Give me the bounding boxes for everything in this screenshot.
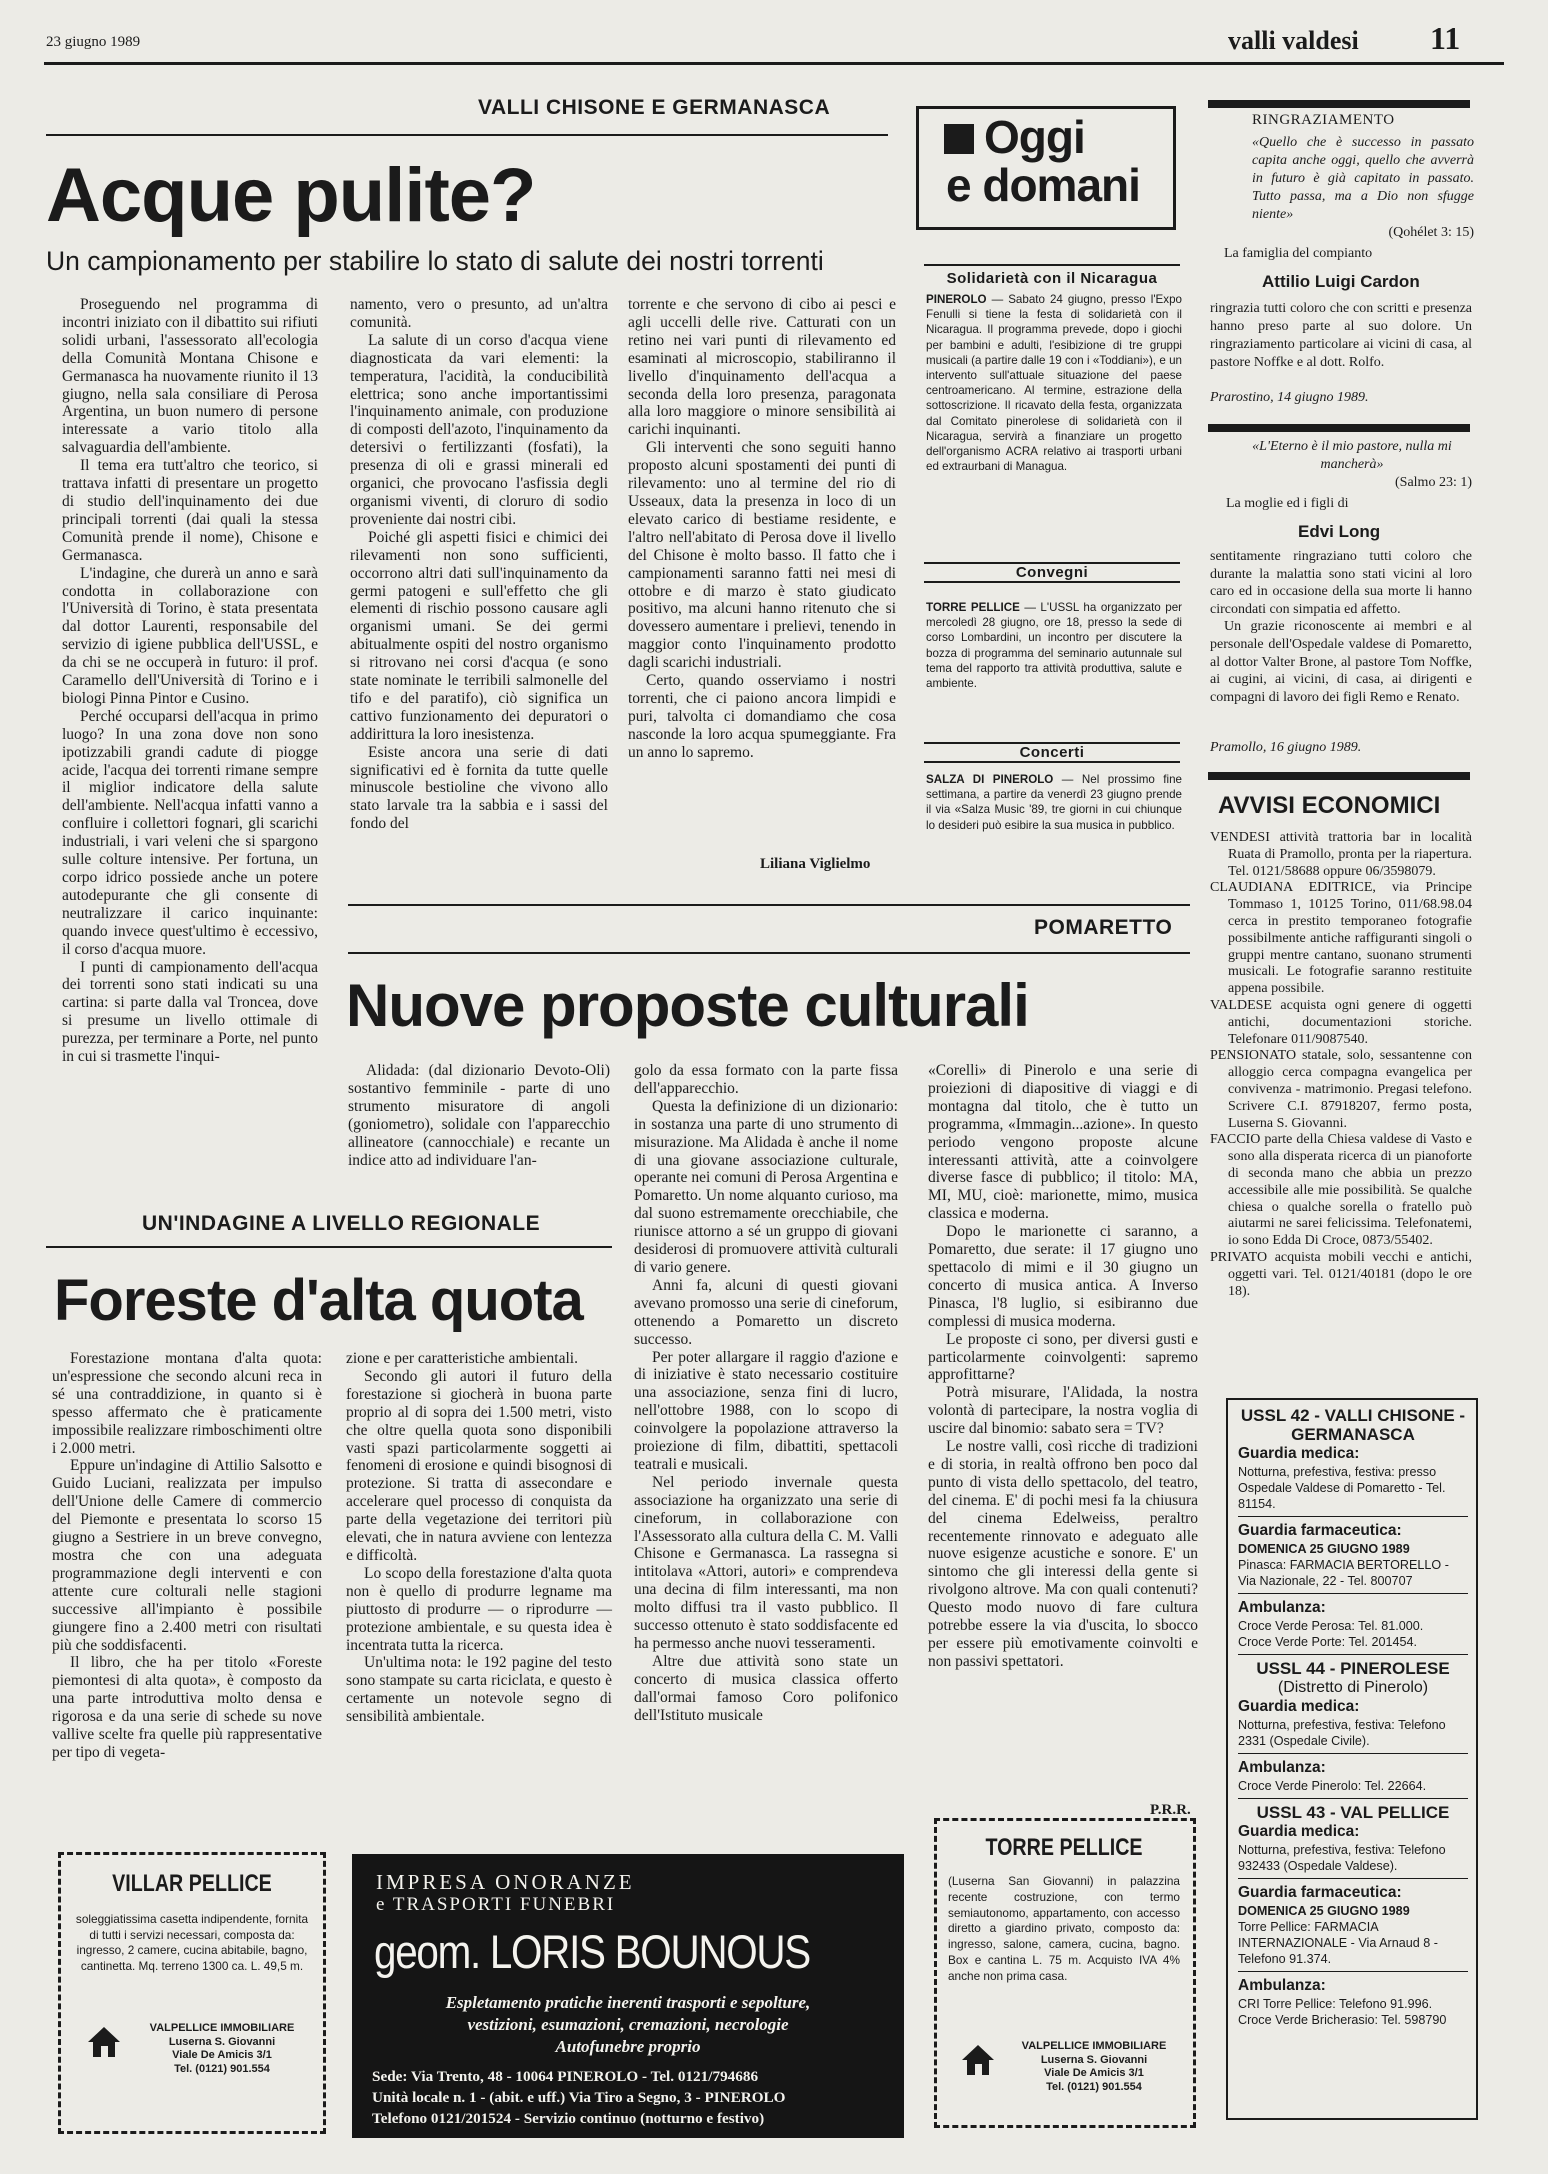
ussl43-ambulanza-2: Croce Verde Bricherasio: Tel. 598790: [1238, 2013, 1447, 2027]
article2-column-2: [634, 1062, 898, 1832]
paragraph: zione e per caratteristiche ambientali.: [346, 1350, 578, 1367]
paragraph: torrente e che servono di cibo ai pesci e agli uccelli delle rive. Catturati con un retino nei vari punti di rilevamento ed esaminati al microscopio, stabiliranno il livello d'inquinamento dell'acqua a seconda della loro presenza, paragonata alla loro maggiore o minore sensibilità ai carichi inquinanti.: [628, 296, 896, 439]
divider: [1238, 1798, 1468, 1799]
ringraziamento-place-date: Pramollo, 16 giugno 1989.: [1210, 740, 1362, 755]
avvisi-list: [1210, 830, 1472, 1370]
house-icon: [958, 2040, 998, 2080]
ringraziamento-text-2: Un grazie riconoscente ai membri e al personale dell'Ospedale valdese di Pomaretto, al dottor Valter Brone, al pastore Tom Noffke, ai cugini, ai vicini, di casa, ai dirigenti e compagni di lavoro dei figli Remo e Renato.: [1210, 619, 1472, 705]
divider: [1238, 1516, 1468, 1517]
ringraziamento-place-date: Prarostino, 14 giugno 1989.: [1210, 390, 1369, 405]
ussl44-ambulanza-title: Ambulanza:: [1238, 1759, 1326, 1776]
paragraph: Certo, quando osserviamo i nostri torrenti, che ci paiono ancora limpidi e puri, talvolta ci domandiamo che cosa nasconde la loro acqua spumeggiante. Fra un anno lo sapremo.: [628, 672, 896, 761]
ringraziamento-name: Attilio Luigi Cardon: [1262, 272, 1420, 291]
article1-kicker: VALLI CHISONE E GERMANASCA: [478, 96, 831, 119]
loris-ad-line2: e TRASPORTI FUNEBRI: [376, 1894, 616, 1915]
ussl43-ambulanza-title: Ambulanza:: [1238, 1977, 1326, 1994]
paragraph: Forestazione montana d'alta quota: un'espressione che secondo alcuni reca in sé una contraddizione, in quanto si è spesso affermato che è praticamente impossibile realizzare rimboschimenti oltre i 2.000 metri.: [52, 1350, 322, 1457]
ringraziamento-intro: La famiglia del compianto: [1224, 246, 1373, 261]
masthead-rule: [44, 62, 1504, 65]
agency-phone: Tel. (0121) 901.554: [174, 2062, 270, 2075]
quote-text: «L'Eterno è il mio pastore, nulla mi mancherà»: [1252, 439, 1452, 472]
villar-ad-text: soleggiatissima casetta indipendente, fornita di tutti i servizi necessari, composta da: ingresso, 2 camere, cucina abitabile, bagno, cantinetta. Mq. terreno 1300 ca. L. 49,5 m.: [75, 1912, 309, 1973]
paragraph: Perché occuparsi dell'acqua in primo luogo? In una zona dove non sono ipotizzabili grandi cadute di piogge acide, l'acqua dei torrenti rimane sempre il miglior indicatore della salute dell'ambiente. Nell'acqua infatti vanno a confluire i collettori fognari, gli scarichi industriali, i vari veleni che si spargono sulle colture intensive. Per fortuna, un corpo idrico possiede anche un potere autodepurante che gli consente di neutralizzare il carico inquinante: quando invece quest'ultimo è eccessivo, il corso d'acqua muore.: [62, 707, 318, 958]
torre-ad-agency: [1000, 2040, 1188, 2094]
paragraph: Poiché gli aspetti fisici e chimici dei rilevamenti non sono sufficienti, occorrono altri dati sull'inquinamento da germi patogeni e sull'effetto che gli elementi di rischio possono causare agli organismi umani. Se dei germi abitualmente ospiti del nostro organismo si ritrovano nei corsi d'acqua (e sono state nominate le terribili salmonelle del tifo e del paratifo), ciò significa un cattivo funzionamento dei depuratori o addirittura la loro inesistenza.: [350, 528, 608, 743]
paragraph: La salute di un corso d'acqua viene diagnosticata da vari elementi: la temperatura, l'acidità, la conducibilità elettrica; sono anche importantissimi l'inquinamento animale, con produzione di composti dell'azoto, l'inquinamento da detersivi o fertilizzanti (fosfati), la presenza di oli e grassi minerali ed organici, che provocano l'asfissia degli organismi viventi, di cloruro di sodio proveniente dai nostri cibi.: [350, 331, 608, 528]
paragraph: Lo scopo della forestazione d'alta quota non è quello di produrre legname ma piuttosto di produrre — o riprodurre — protezione ambientale, e su questa idea è incentrata tutta la ricerca.: [346, 1564, 612, 1654]
ussl43-farmacia-title: Guardia farmaceutica:: [1238, 1884, 1402, 1901]
agency-address-2: Viale De Amicis 3/1: [172, 2049, 272, 2061]
avvisi-rule: [1208, 772, 1470, 780]
paragraph: Dopo le marionette ci saranno, a Pomaretto, due serate: il 17 giugno uno spettacolo di mimi e il 30 giugno un concerto di musica antica. A Inverso Pinasca, l'8 luglio, si esibiranno due complessi di musica moderna.: [928, 1223, 1198, 1330]
article2-top-rule: [348, 904, 1190, 906]
quote-text: «Quello che è successo in passato capita anche oggi, quello che avverrà in futuro è già capitato in passato. Tutto passa, ma a Dio non sfugge niente»: [1252, 135, 1474, 222]
house-icon: [84, 2022, 124, 2062]
ussl43-ambulanza-1: CRI Torre Pellice: Telefono 91.996.: [1238, 1997, 1433, 2011]
ussl43-farmacia-date: DOMENICA 25 GIUGNO 1989: [1238, 1904, 1410, 1918]
ussl43-guardia-medica-title: Guardia medica:: [1238, 1823, 1360, 1840]
villar-ad-title: VILLAR PELLICE: [112, 1870, 272, 1897]
article2-kicker: POMARETTO: [1034, 916, 1173, 939]
ussl44-guardia-medica-text: Notturna, prefestiva, festiva: Telefono 2331 (Ospedale Civile).: [1238, 1718, 1446, 1748]
paragraph: Anni fa, alcuni di questi giovani avevano promosso una serie di cineforum, ottenendo a Pomaretto un discreto successo.: [634, 1276, 898, 1348]
agency-phone: Tel. (0121) 901.554: [1046, 2080, 1142, 2093]
paragraph: Le nostre valli, così ricche di tradizioni e di storia, in realtà offrono ben poco dal punto di vista dello spettacolo, del teatro, del cinema. E' di pochi mesi fa la chiusura del cinema Edelweiss, peraltro recentemente rinnovato e adeguato alle nuove esigenze acustiche e sonore. E' un sintomo che gli interessi della gente si rivolgono altrove. Ma con quali contenuti? Questo modo nuovo di fare cultura potrebbe essere la via d'uscita, lo sbocco per essere più emotivamente coinvolti e non passivi spettatori.: [928, 1438, 1198, 1670]
ussl42-ambulanza-title: Ambulanza:: [1238, 1599, 1326, 1616]
oggi-item-body: — Sabato 24 giugno, presso l'Expo Fenulli si tiene la festa di solidarietà con il Nicaragua. Il programma prevede, dopo i giochi per bambini e adulti, l'esibizione di tre gruppi musicali (a partire dalle 19 con i «Toddiani»), e un intervento sull'attuale situazione del paese centroamericano. Al termine, estrazione della sottoscrizione. Il ricavato della festa, organizzata dal Comitato pinerolese di solidarietà con il Nicaragua, servirà a finanziare un progetto dell'organismo ACRA relativo ai trasporti urbani ed extraurbani di Managua.: [926, 293, 1182, 474]
ussl43-title: USSL 43 - VAL PELLICE: [1256, 1803, 1450, 1822]
article1-column-3: [628, 296, 896, 850]
ussl42-guardia-medica-text: Notturna, prefestiva, festiva: presso Ospedale Valdese di Pomaretto - Tel. 81154.: [1238, 1465, 1446, 1511]
article1-byline: Liliana Viglielmo: [760, 856, 871, 872]
oggi-item-body: — Nel prossimo fine settimana, a partire da venerdì 23 giugno prende il via «Salza Music '89, tre giorni in cui chiunque lo desideri può esibire la sua musica in pubblico.: [926, 773, 1182, 832]
loris-ad-desc: [352, 1992, 904, 2058]
paragraph: Esiste ancora una serie di dati significativi ed è fornita da tutte quelle minuscole bestioline che vivono allo stato larvale tra la sabbia e i sassi del fondo del: [350, 743, 608, 833]
loris-ad-line1: IMPRESA ONORANZE: [376, 1870, 635, 1894]
ussl43-farmacia-text: Torre Pellice: FARMACIA INTERNAZIONALE - Via Arnaud 8 - Telefono 91.374.: [1238, 1920, 1438, 1966]
paragraph: Un'ultima nota: le 192 pagine del testo sono stampate su carta riciclata, e questo è certamente un notevole segno di sensibilità ambientale.: [346, 1654, 612, 1726]
paragraph: Il tema era tutt'altro che teorico, si trattava infatti di presentare un progetto di studio dell'inquinamento dei due principali torrenti (dai quali la stessa Comunità prende il nome), Chisone e Germanasca.: [62, 457, 318, 564]
paragraph: Altre due attività sono state un concerto di musica classica offerto dall'ormai famoso Coro polifonico dell'Istituto musicale: [634, 1652, 898, 1724]
villar-pellice-ad-content: [74, 1862, 310, 1974]
paper-name: valli valdesi: [1228, 26, 1359, 55]
paragraph: Potrà misurare, l'Alidada, la nostra volontà di partecipare, la nostra voglia di uscire dal binomio: sabato sera = TV?: [928, 1384, 1198, 1438]
agency-name: VALPELLICE IMMOBILIARE: [1021, 2040, 1167, 2052]
quote-reference: (Qohélet 3: 15): [1388, 225, 1474, 240]
paragraph: «Corelli» di Pinerolo e una serie di proiezioni di diapositive di viaggi e di montagna dal titolo, che è tutto un programma, «Immagin...azione». In questo periodo vengono proposte alcune interessanti attività, atte a coinvolgere diverse fasce di pubblico; il titolo: MA, MI, MU, cioè: marionette, mimo, musica classica e moderna.: [928, 1062, 1198, 1223]
oggi-item-title: Solidarietà con il Nicaragua: [924, 264, 1180, 287]
article1-column-1: [62, 296, 318, 1066]
divider: [1238, 1593, 1468, 1594]
loris-address-1: Sede: Via Trento, 48 - 10064 PINEROLO - Tel. 0121/794686: [372, 2068, 759, 2085]
oggi-item-title: Concerti: [924, 742, 1180, 763]
ringraziamento-rule: [1208, 424, 1470, 432]
ringraziamento-label: RINGRAZIAMENTO: [1252, 112, 1395, 128]
ringraziamento-quote: [1232, 438, 1472, 492]
ussl42-farmacia-date: DOMENICA 25 GIUGNO 1989: [1238, 1542, 1410, 1556]
avviso-item: FACCIO parte della Chiesa valdese di Vasto e sono alla disperata ricerca di un pianoforte di seconda mano che abbia un prezzo accessibile alle mie possibilità. Se qualche chiesa o qualche sorella o fratello può aiutarmi ne sarei felicissima. Telefonatemi, io sono Edda Di Croce, 0873/55402.: [1210, 1132, 1472, 1249]
article2-column-1: [348, 1062, 610, 1196]
avviso-item: PENSIONATO statale, solo, sessantenne con alloggio cerca compagna evangelica per convivenza - matrimonio. Pregasi telefono. Scrivere C.I. 87918207, fermo posta, Luserna S. Giovanni.: [1210, 1048, 1472, 1131]
article3-kicker-rule: [46, 1246, 612, 1248]
agency-address-1: Luserna S. Giovanni: [168, 2035, 276, 2048]
ussl44-ambulanza-1: Croce Verde Pinerolo: Tel. 22664.: [1238, 1779, 1427, 1793]
agency-address-2: Viale De Amicis 3/1: [1044, 2067, 1144, 2079]
oggi-item-text: [926, 292, 1182, 532]
ringraziamento-intro: La moglie ed i figli di: [1226, 496, 1349, 511]
oggi-item-place: TORRE PELLICE: [926, 601, 1020, 614]
article1-subhead: Un campionamento per stabilire lo stato di salute dei nostri torrenti: [46, 246, 824, 276]
loris-bounous-ad: [352, 1854, 904, 2138]
ussl44-subtitle: (Distretto di Pinerolo): [1277, 1679, 1429, 1696]
article3-headline: Foreste d'alta quota: [54, 1268, 583, 1333]
ussl43-guardia-medica-text: Notturna, prefestiva, festiva: Telefono 932433 (Ospedale Valdese).: [1238, 1843, 1446, 1873]
paragraph: Proseguendo nel programma di incontri iniziato con il dibattito sui rifiuti solidi urbani, l'assessorato all'ecologia della Comunità Montana Chisone e Germanasca ha nuovamente riunito il 13 giugno, nella sala consiliare di Perosa Argentina, un buon numero di persone interessate a vario titolo alla salvaguardia dell'ambiente.: [62, 296, 318, 457]
paragraph: Questa la definizione di un dizionario: in sostanza una parte di uno strumento di misurazione. Ma Alidada è anche il nome di una giovane associazione culturale, operante nei comuni di Perosa Argentina e Pomaretto. Un nome alquanto curioso, ma dal suono estremamente orecchiabile, che riunisce attorno a sé un gruppo di giovani desiderosi di promuovere attività culturali di vario genere.: [634, 1097, 898, 1276]
ringraziamento-name: Edvi Long: [1298, 522, 1381, 541]
page-number: 11: [1430, 20, 1461, 56]
avviso-item: CLAUDIANA EDITRICE, via Principe Tommaso 1, 10125 Torino, 011/68.98.04 cerca in prestito temporaneo fotografie possibilmente antiche raffiguranti singoli o gruppi mentre cantano, suonano strumenti musicali. Le fotografie saranno restituite appena possibile.: [1210, 880, 1472, 997]
torre-pellice-ad-content: [948, 1828, 1180, 1985]
ringraziamento-quote: [1252, 134, 1474, 242]
torre-ad-text: (Luserna San Giovanni) in palazzina recente costruzione, con termo semiautonomo, appartamento, con accesso diretto a giardino privato, composto da: ingresso, salone, camera, cucina, bagno. Box e cantina L. 75 m. Acquisto IVA 4% anche non prima casa.: [948, 1874, 1180, 1983]
loris-desc-1: Espletamento pratiche inerenti trasporti e sepolture,: [445, 1993, 811, 2012]
article2-headline: Nuove proposte culturali: [346, 972, 1029, 1039]
loris-address-2: Unità locale n. 1 - (abit. e uff.) Via Tiro a Segno, 3 - PINEROLO: [372, 2089, 786, 2106]
paragraph: Eppure un'indagine di Attilio Salsotto e Guido Luciani, realizzata per impulso dell'Unione delle Camere di commercio del Piemonte e presentata lo scorso 15 giugno a Sestriere in un breve convegno, mostra che con una adeguata programmazione degli interventi e con attente cure colturali nelle stagioni successive all'impianto è possibile giungere fino a 2.400 metri con risultati più che soddisfacenti.: [52, 1457, 322, 1654]
loris-ad-address: [372, 2066, 892, 2129]
paragraph: L'indagine, che durerà un anno e sarà condotta in collaborazione con l'Università di Torino, è stata presentata dal dottor Laurenti, responsabile del servizio di igiene pubblica dell'USSL, e da chi se ne occuperà in futuro: il prof. Caramello dell'Università di Torino e i biologi Pinna Pintor e Cusino.: [62, 564, 318, 707]
avviso-item: VENDESI attività trattoria bar in località Ruata di Pramollo, pronta per la riapertura. Tel. 0121/58688 oppure 06/3598079.: [1210, 830, 1472, 879]
divider: [1238, 1878, 1468, 1879]
ussl42-ambulanza-1: Croce Verde Perosa: Tel. 81.000.: [1238, 1619, 1424, 1633]
article2-kicker-rule: [348, 952, 1190, 954]
article2-byline: P.R.R.: [1150, 1802, 1191, 1818]
article3-column-2: [346, 1350, 612, 1832]
article2-column-3: [928, 1062, 1198, 1792]
oggi-title-line1: Oggi: [984, 111, 1085, 163]
divider: [1238, 1971, 1468, 1972]
paragraph: Il libro, che ha per titolo «Foreste piemontesi di alta quota», è composto da una parte introduttiva molto densa e rigorosa e da una serie di schede su nove vallive scelte fra quelle più rappresentative per tipo di vegeta-: [52, 1654, 322, 1761]
ringraziamento-text-block: [1210, 548, 1472, 706]
avvisi-title: AVVISI ECONOMICI: [1218, 792, 1441, 819]
oggi-item-body: — L'USSL ha organizzato per mercoledì 28 giugno, ore 18, presso la sede di corso Lombardini, un incontro per discutere la bozza di programma del seminario autunnale sul tema del rapporto tra attività produttiva, salute e ambiente.: [926, 601, 1183, 691]
article1-column-2: [350, 296, 608, 882]
ussl42-farmacia-text: Pinasca: FARMACIA BERTORELLO - Via Nazionale, 22 - Tel. 800707: [1238, 1558, 1449, 1588]
paragraph: I punti di campionamento dell'acqua dei torrenti sono stati indicati su una cartina: si parte dalla val Troncea, dove si presume un livello ottimale di purezza, per terminare a Porte, nel punto in cui si trasmette l'inqui-: [62, 958, 318, 1066]
article1-kicker-rule: [46, 134, 888, 136]
agency-address-1: Luserna S. Giovanni: [1040, 2053, 1148, 2066]
oggi-item-place: PINEROLO: [926, 293, 987, 306]
article1-headline: Acque pulite?: [46, 153, 536, 238]
agency-name: VALPELLICE IMMOBILIARE: [149, 2022, 295, 2034]
quote-reference: (Salmo 23: 1): [1395, 475, 1472, 490]
ussl-content: [1238, 1406, 1468, 2116]
ussl44-guardia-medica-title: Guardia medica:: [1238, 1698, 1360, 1715]
ussl42-title: USSL 42 - VALLI CHISONE - GERMANASCA: [1240, 1406, 1466, 1444]
article3-kicker: UN'INDAGINE A LIVELLO REGIONALE: [142, 1212, 541, 1235]
square-bullet-icon: [944, 124, 974, 154]
oggi-item-place: SALZA DI PINEROLO: [926, 773, 1054, 786]
oggi-item-title: Convegni: [924, 562, 1180, 583]
article3-column-1: [52, 1350, 322, 1832]
paragraph: Nel periodo invernale questa associazione ha organizzato una serie di cineforum, in collaborazione con l'Assessorato alla cultura della C. M. Valli Chisone e Germanasca. La rassegna si intitolava «Attori, autori» e comprendeva una decina di film interessanti, ma non molto diffusi tra il vasto pubblico. Il successo ottenuto è stato soddisfacente ed ha permesso anche nuovi tesseramenti.: [634, 1473, 898, 1652]
loris-desc-2: vestizioni, esumazioni, cremazioni, necrologie: [467, 2015, 789, 2034]
villar-ad-agency: [128, 2022, 316, 2076]
avviso-item: PRIVATO acquista mobili vecchi e antichi, oggetti vari. Tel. 0121/40181 (dopo le ore 18).: [1210, 1249, 1472, 1299]
divider: [1238, 1654, 1468, 1655]
avviso-item: VALDESE acquista ogni genere di oggetti antichi, documentazioni storiche. Telefonare 011/9087540.: [1210, 997, 1472, 1047]
ussl42-ambulanza-2: Croce Verde Porte: Tel. 201454.: [1238, 1635, 1417, 1649]
paragraph: Per poter allargare il raggio d'azione e di iniziative è stato necessario costituire una associazione, senza fini di lucro, nell'ottobre 1988, con lo scopo di coinvolgere la popolazione attraverso la proiezione di film, dibattiti, spettacoli teatrali e musicali.: [634, 1348, 898, 1473]
ussl42-farmacia-title: Guardia farmaceutica:: [1238, 1522, 1402, 1539]
oggi-item-text: [926, 772, 1182, 880]
loris-desc-3: Autofunebre proprio: [555, 2037, 701, 2056]
ussl44-title: USSL 44 - PINEROLESE: [1256, 1659, 1450, 1678]
ringraziamento-text: ringrazia tutti coloro che con scritti e presenza hanno preso parte al suo dolore. Un ringraziamento particolare ai vicini di casa, al pastore Noffke e al dott. Rolfo.: [1210, 301, 1472, 370]
oggi-item-text: [926, 600, 1182, 732]
divider: [1238, 1753, 1468, 1754]
issue-date: 23 giugno 1989: [46, 34, 141, 50]
paragraph: Alidada: (dal dizionario Devoto-Oli) sostantivo femminile - parte di uno strumento misuratore di angoli (goniometro), solidale con l'apparecchio allineatore (cannocchiale) e recante un indice atto ad individuare l'an-: [348, 1062, 610, 1169]
torre-ad-title: TORRE PELLICE: [985, 1834, 1143, 1861]
paragraph: Gli interventi che sono seguiti hanno proposto alcuni spostamenti dei punti di rilevamento: uno al termine del rio di Usseaux, data la presenza in loco di un elevato carico di bestiame residente, e l'altro nell'abitato di Perosa dove il livello del Chisone è molto basso. Il fatto che i campionamenti saranno fatti nei mesi di ottobre e di marzo è stato giudicato positivo, ma alcuni hanno ritenuto che si dovessero aumentare i prelievi, tenendo in maggior conto l'inquinamento prodotto dagli scarichi industriali.: [628, 439, 896, 672]
paragraph: namento, vero o presunto, ad un'altra comunità.: [350, 296, 608, 331]
paragraph: Le proposte ci sono, per diversi gusti e particolarmente coinvolgenti: sapremo approfittarne?: [928, 1330, 1198, 1384]
paragraph: Secondo gli autori il futuro della forestazione si giocherà in buona parte proprio al di sopra dei 1.500 metri, visto che oltre quella quota sono disponibili vasti spazi particolarmente soggetti ai fenomeni di erosione e quindi bisognosi di protezione. Si tratta di assecondare e accelerare quel processo di conquista da parte della vegetazione dei territori più elevati, che in natura avviene con lentezza e difficoltà.: [346, 1367, 612, 1564]
oggi-title-line2: e domani: [946, 159, 1140, 211]
ussl42-guardia-medica-title: Guardia medica:: [1238, 1445, 1360, 1462]
loris-ad-name: geom. LORIS BOUNOUS: [374, 1925, 810, 1978]
ringraziamento-text: sentitamente ringraziano tutti coloro che durante la malattia sono stati vicini al loro caro ed in occasione della sua morte li hanno circondati con simpatia ed affetto.: [1210, 549, 1472, 617]
ringraziamento-rule: [1208, 100, 1470, 108]
paragraph: golo da essa formato con la parte fissa dell'apparecchio.: [634, 1062, 898, 1097]
loris-address-3: Telefono 0121/201524 - Servizio continuo (notturno e festivo): [372, 2110, 765, 2127]
